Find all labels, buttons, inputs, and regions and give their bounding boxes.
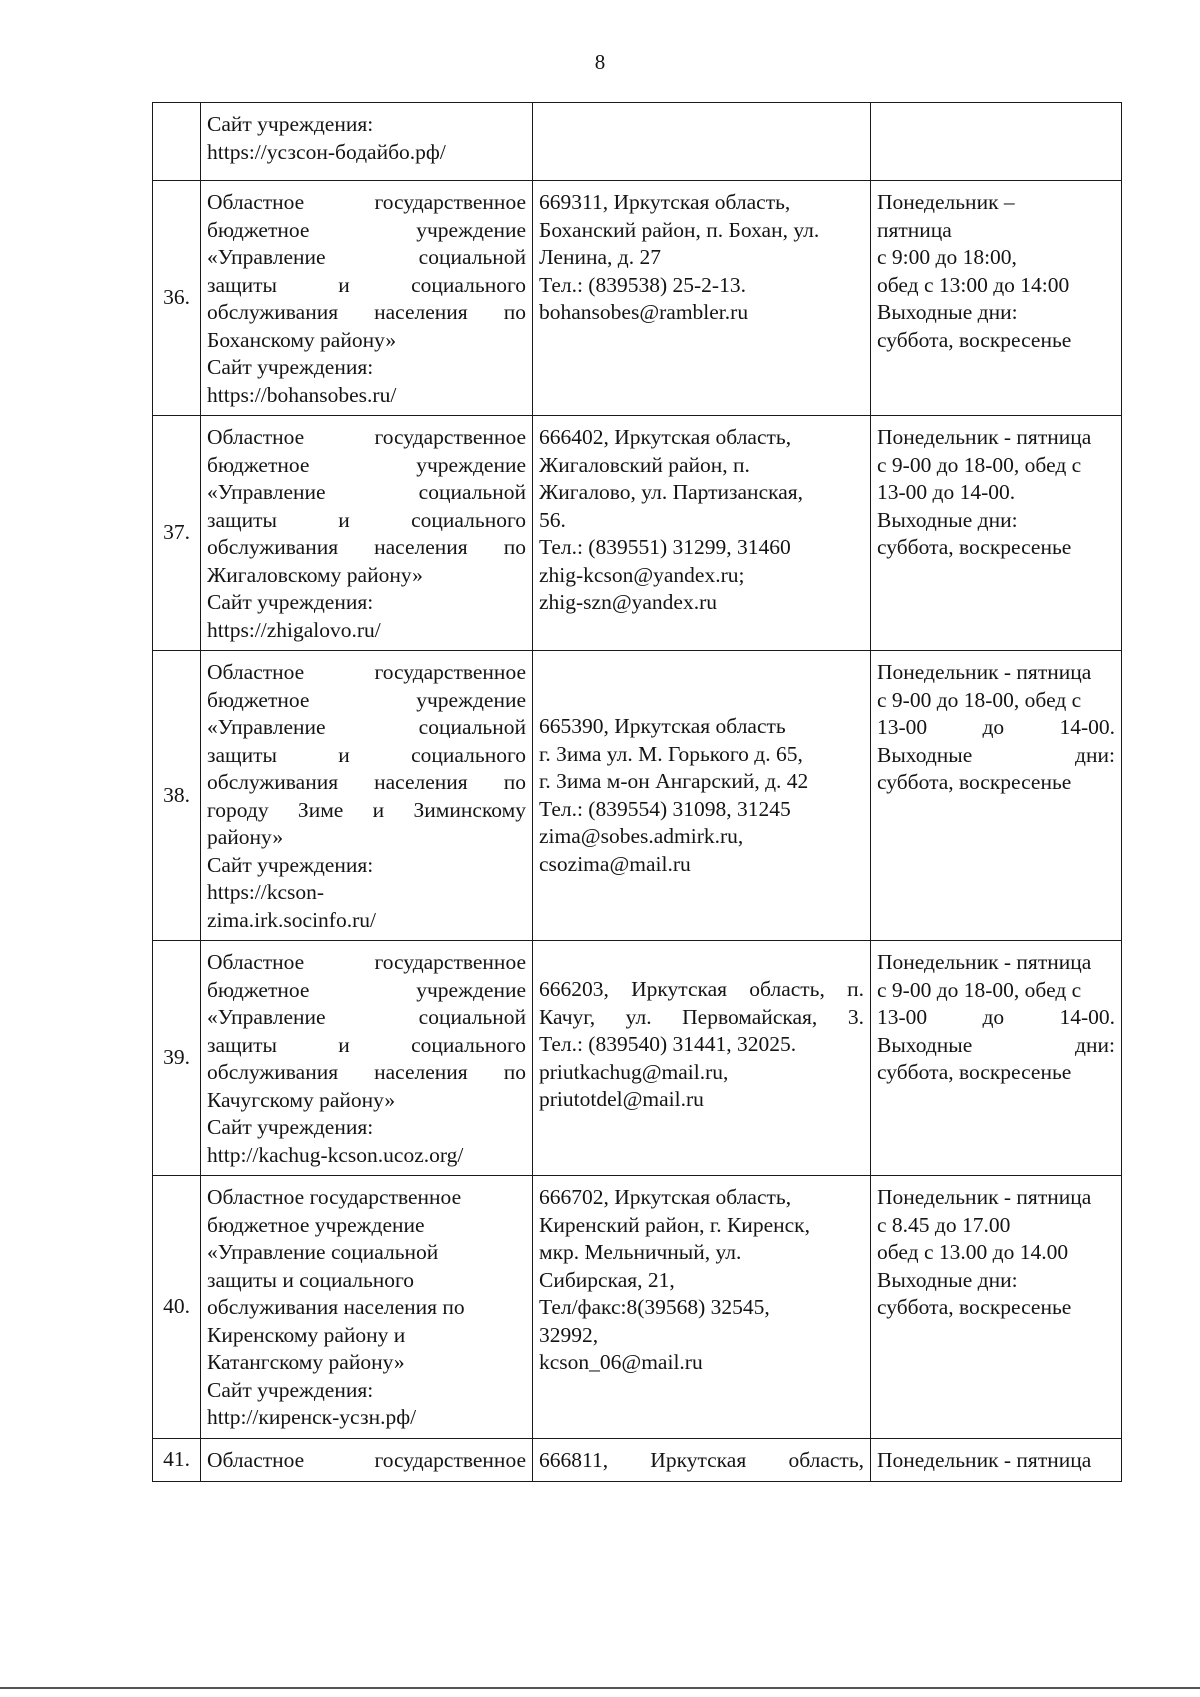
row-number: 37.: [153, 416, 201, 651]
address-contacts-line: мкр. Мельничный, ул.: [539, 1240, 742, 1264]
working-hours-cell: [871, 416, 1122, 651]
address-contacts-line: 56.: [539, 507, 566, 532]
row-number: [153, 103, 201, 181]
institution-name-line: бюджетное учреждение: [207, 217, 526, 242]
institution-name-line: городу Зиме и Зиминскому: [207, 797, 526, 822]
institution-name-line: https://bohansobes.ru/: [207, 382, 397, 407]
institution-name-line: Киренскому району и: [207, 1322, 406, 1347]
address-contacts-line: 665390, Иркутская область: [539, 714, 786, 738]
address-contacts-line: Тел/факс:8(39568) 32545,: [539, 1295, 770, 1319]
institution-name-line: обслуживания населения по: [207, 770, 526, 794]
institution-name-line: защиты и социального: [207, 742, 526, 767]
address-contacts-cell: [533, 941, 871, 1176]
working-hours-line: Понедельник - пятница: [877, 1185, 1092, 1209]
address-contacts-line: Тел.: (839551) 31299, 31460: [539, 535, 791, 559]
institution-name-line: Сайт учреждения:: [207, 1377, 374, 1402]
address-contacts-line: Тел.: (839540) 31441, 32025.: [539, 1032, 797, 1056]
cell-spacer: [539, 949, 864, 976]
address-contacts-line: priutotdel@mail.ru: [539, 1087, 704, 1111]
institution-name-line: защиты и социального: [207, 507, 526, 532]
institution-name-cell: [201, 651, 533, 941]
institution-name-line: http://kachug-kcson.ucoz.org/: [207, 1142, 464, 1167]
institution-name-cell: [201, 416, 533, 651]
working-hours-line: с 9-00 до 18-00, обед с: [877, 977, 1082, 1002]
row-number: 38.: [153, 651, 201, 941]
institution-name-line: http://киренск-усзн.рф/: [207, 1405, 417, 1429]
working-hours-line: Понедельник - пятница: [877, 950, 1092, 974]
working-hours-line: 13-00 до 14-00.: [877, 715, 1115, 739]
institution-name-cell: [201, 103, 533, 181]
working-hours-line: суббота, воскресенье: [877, 770, 1072, 794]
working-hours-cell: [871, 651, 1122, 941]
address-contacts-cell: [533, 1176, 871, 1439]
address-contacts-line: zima@sobes.admirk.ru,: [539, 824, 744, 848]
working-hours-cell: [871, 103, 1122, 181]
institution-name-line: Качугскому району»: [207, 1087, 396, 1112]
institution-name-line: Сайт учреждения:: [207, 590, 374, 614]
institution-name-line: бюджетное учреждение: [207, 452, 526, 477]
address-contacts-line: г. Зима м-он Ангарский, д. 42: [539, 769, 809, 793]
working-hours-line: Выходные дни:: [877, 507, 1018, 532]
working-hours-line: Понедельник - пятница: [877, 660, 1092, 684]
institution-name-line: Сайт учреждения:: [207, 1115, 374, 1139]
address-contacts-line: Жигаловский район, п.: [539, 452, 750, 477]
address-contacts-cell: [533, 651, 871, 941]
address-contacts-line: Качуг, ул. Первомайская, 3.: [539, 1004, 864, 1029]
address-contacts-line: Тел.: (839538) 25-2-13.: [539, 272, 746, 297]
institution-name-line: защиты и социального: [207, 1267, 415, 1292]
address-contacts-line: 669311, Иркутская область,: [539, 190, 791, 214]
institution-name-cell: [201, 1438, 533, 1481]
institution-name-line: Областное государственное: [207, 1447, 526, 1472]
institution-name-line: обслуживания населения по: [207, 1060, 526, 1084]
institution-name-line: Боханскому району»: [207, 327, 397, 352]
institution-name-line: Областное государственное: [207, 425, 526, 449]
address-contacts-cell: [533, 416, 871, 651]
institution-name-line: Областное государственное: [207, 660, 526, 684]
working-hours-line: суббота, воскресенье: [877, 327, 1072, 352]
table-row: [153, 416, 1122, 651]
row-number: 36.: [153, 181, 201, 416]
table-row: [153, 103, 1122, 181]
institution-name-line: Сайт учреждения:: [207, 852, 374, 877]
address-contacts-line: csozima@mail.ru: [539, 851, 691, 876]
address-contacts-line: г. Зима ул. М. Горького д. 65,: [539, 741, 803, 766]
working-hours-cell: [871, 941, 1122, 1176]
institution-name-line: «Управление социальной: [207, 1005, 526, 1029]
institution-name-line: бюджетное учреждение: [207, 687, 526, 712]
address-contacts-line: bohansobes@rambler.ru: [539, 300, 749, 324]
address-contacts-line: Боханский район, п. Бохан, ул.: [539, 217, 820, 242]
page-number: 8: [594, 50, 606, 74]
institution-name-line: защиты и социального: [207, 1032, 526, 1057]
institutions-table: [152, 102, 1122, 1482]
institution-name-line: https://усзсон-бодайбо.рф/: [207, 139, 446, 164]
address-contacts-line: Киренский район, г. Киренск,: [539, 1212, 810, 1237]
institution-name-line: бюджетное учреждение: [207, 977, 526, 1002]
row-number: 39.: [153, 941, 201, 1176]
institution-name-line: Областное государственное: [207, 950, 526, 974]
institution-name-line: обслуживания населения по: [207, 1295, 465, 1319]
table-row: [153, 651, 1122, 941]
working-hours-line: Понедельник - пятница: [877, 425, 1092, 449]
institution-name-cell: [201, 1176, 533, 1439]
page-bottom-rule: [0, 1687, 1200, 1689]
institution-name-line: «Управление социальной: [207, 245, 526, 269]
address-contacts-cell: [533, 181, 871, 416]
working-hours-line: Понедельник - пятница: [877, 1447, 1092, 1472]
working-hours-line: суббота, воскресенье: [877, 1060, 1072, 1084]
working-hours-line: с 9-00 до 18-00, обед с: [877, 452, 1082, 477]
institution-name-line: Сайт учреждения:: [207, 355, 374, 379]
row-number: 40.: [153, 1176, 201, 1439]
working-hours-line: Выходные дни:: [877, 742, 1115, 767]
table-row: [153, 1176, 1122, 1439]
institution-name-line: «Управление социальной: [207, 715, 526, 739]
row-number: 41.: [153, 1438, 201, 1481]
institution-name-cell: [201, 181, 533, 416]
address-contacts-line: zhig-kcson@yandex.ru;: [539, 562, 745, 587]
institution-name-line: Жигаловскому району»: [207, 562, 423, 587]
cell-spacer: [539, 686, 864, 713]
working-hours-line: Выходные дни:: [877, 1032, 1115, 1057]
address-contacts-line: priutkachug@mail.ru,: [539, 1059, 729, 1084]
working-hours-line: суббота, воскресенье: [877, 535, 1072, 559]
working-hours-line: обед с 13:00 до 14:00: [877, 272, 1070, 297]
institution-name-line: «Управление социальной: [207, 1240, 439, 1264]
institution-name-line: обслуживания населения по: [207, 535, 526, 559]
table-row: [153, 941, 1122, 1176]
working-hours-line: Выходные дни:: [877, 1267, 1018, 1292]
address-contacts-line: 666702, Иркутская область,: [539, 1185, 792, 1209]
address-contacts-line: zhig-szn@yandex.ru: [539, 590, 718, 614]
institution-name-line: Областное государственное: [207, 190, 526, 214]
working-hours-line: Выходные дни:: [877, 300, 1018, 324]
address-contacts-line: Ленина, д. 27: [539, 245, 661, 269]
working-hours-cell: [871, 1438, 1122, 1481]
working-hours-cell: [871, 181, 1122, 416]
institution-name-line: Областное государственное: [207, 1185, 462, 1209]
institution-name-line: «Управление социальной: [207, 480, 526, 504]
working-hours-line: суббота, воскресенье: [877, 1295, 1072, 1319]
institution-name-line: защиты и социального: [207, 272, 526, 297]
institution-name-line: zima.irk.socinfo.ru/: [207, 907, 376, 932]
address-contacts-cell: [533, 103, 871, 181]
table-body: [153, 103, 1122, 1482]
address-contacts-line: 666402, Иркутская область,: [539, 425, 792, 449]
working-hours-line: 13-00 до 14-00.: [877, 1005, 1115, 1029]
working-hours-line: 13-00 до 14-00.: [877, 480, 1016, 504]
address-contacts-line: 666811, Иркутская область,: [539, 1447, 864, 1472]
institution-name-line: https://zhigalovo.ru/: [207, 617, 381, 642]
working-hours-cell: [871, 1176, 1122, 1439]
address-contacts-line: 32992,: [539, 1322, 599, 1347]
institution-name-line: https://kcson-: [207, 880, 325, 904]
cell-spacer: [539, 659, 864, 686]
working-hours-line: Понедельник –: [877, 190, 1015, 214]
institution-name-line: Катангскому району»: [207, 1350, 405, 1374]
address-contacts-cell: [533, 1438, 871, 1481]
working-hours-line: обед с 13.00 до 14.00: [877, 1240, 1069, 1264]
table-row: [153, 181, 1122, 416]
working-hours-line: с 8.45 до 17.00: [877, 1212, 1011, 1237]
institution-name-line: Сайт учреждения:: [207, 112, 374, 136]
institution-name-cell: [201, 941, 533, 1176]
table-row: [153, 1438, 1122, 1481]
address-contacts-line: Сибирская, 21,: [539, 1267, 675, 1292]
working-hours-line: пятница: [877, 217, 952, 242]
institution-name-line: району»: [207, 825, 284, 849]
working-hours-line: с 9:00 до 18:00,: [877, 245, 1017, 269]
institution-name-line: бюджетное учреждение: [207, 1212, 425, 1237]
address-contacts-line: kcson_06@mail.ru: [539, 1350, 703, 1374]
institution-name-line: обслуживания населения по: [207, 300, 526, 324]
address-contacts-line: Жигалово, ул. Партизанская,: [539, 480, 804, 504]
address-contacts-line: Тел.: (839554) 31098, 31245: [539, 796, 791, 821]
working-hours-line: с 9-00 до 18-00, обед с: [877, 687, 1082, 712]
address-contacts-line: 666203, Иркутская область, п.: [539, 977, 864, 1001]
